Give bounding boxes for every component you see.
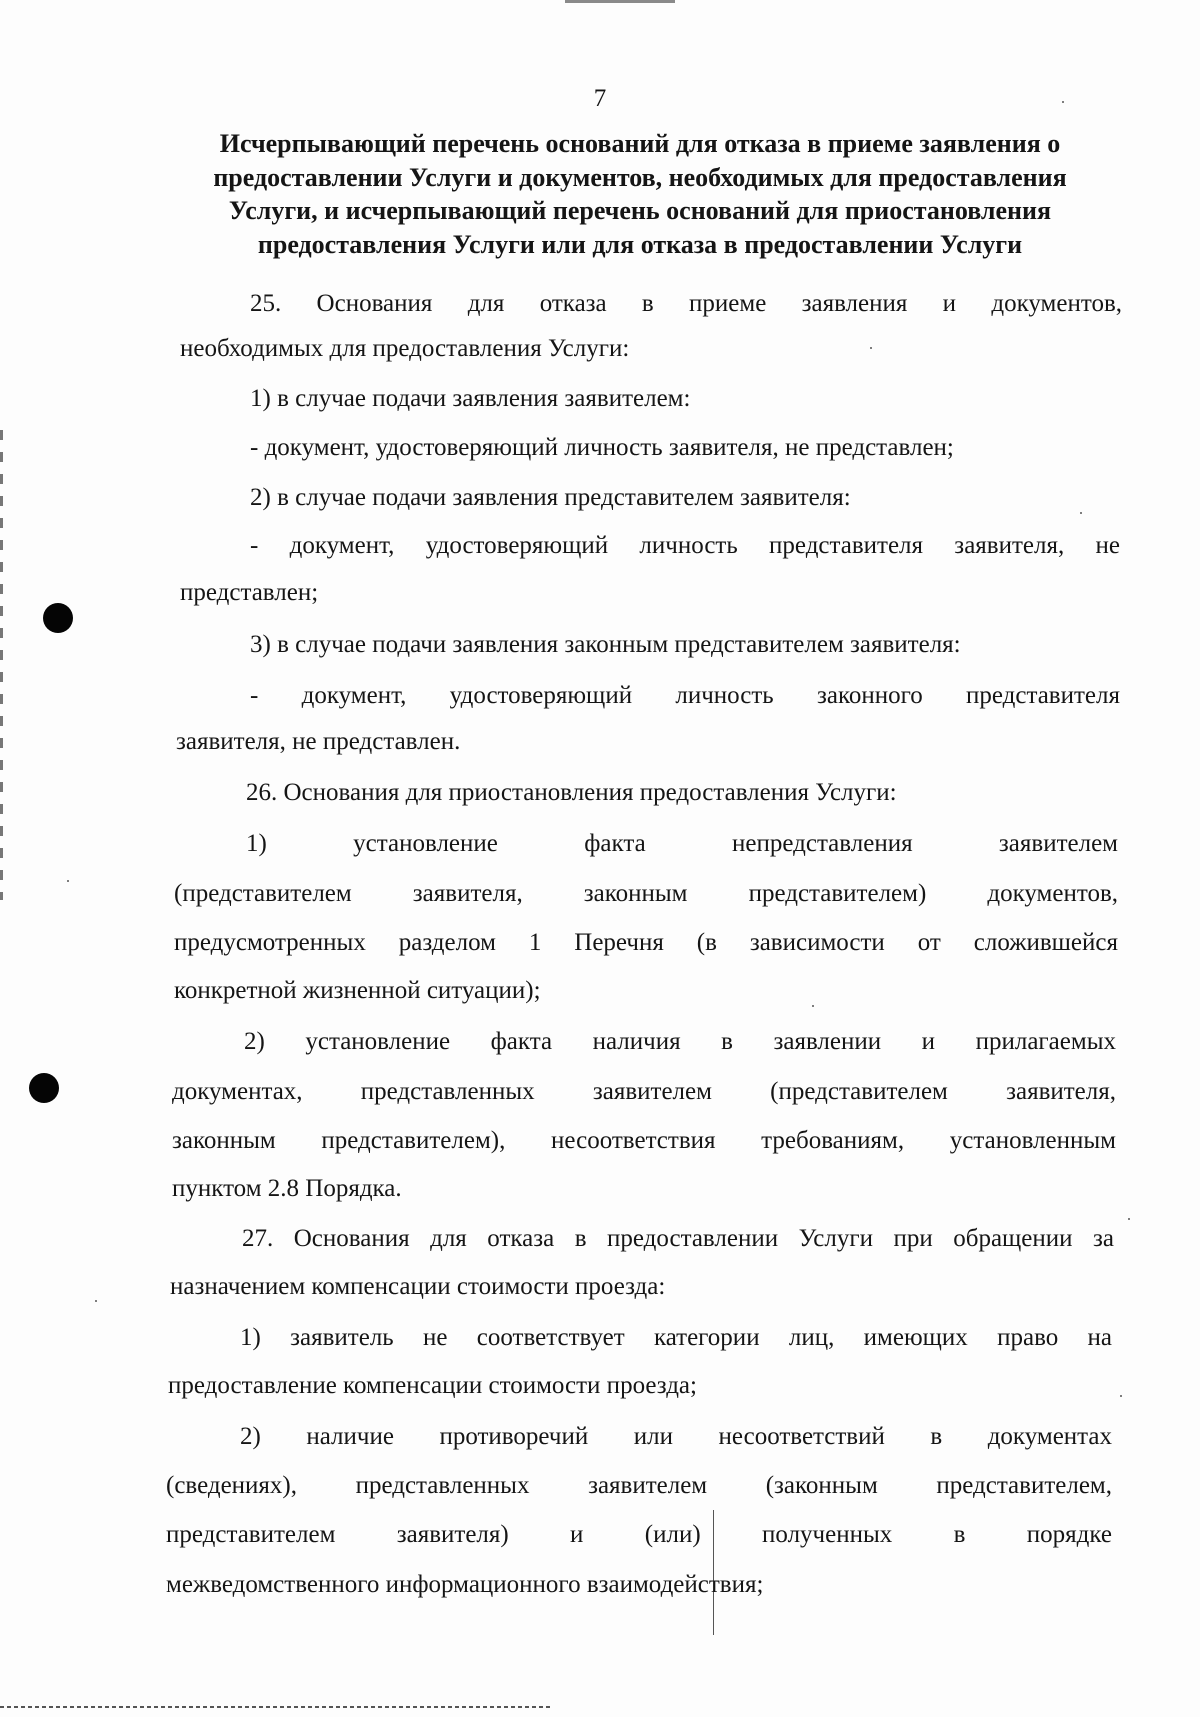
text-line: (представителем заявителя, законным представителем) документов, <box>174 880 1118 907</box>
text-line: - документ, удостоверяющий личность заявителя, не представлен; <box>250 434 954 461</box>
scan-speck <box>1128 1218 1130 1220</box>
text-line: предоставление компенсации стоимости проезда; <box>168 1372 697 1399</box>
scan-speck <box>1080 512 1082 514</box>
text-line: предусмотренных разделом 1 Перечня (в зависимости от сложившейся <box>174 929 1118 956</box>
punch-hole-mark <box>29 1073 59 1103</box>
text-line: необходимых для предоставления Услуги: <box>180 335 630 362</box>
scan-speck <box>812 1005 814 1007</box>
text-line: пунктом 2.8 Порядка. <box>172 1175 402 1202</box>
text-line: заявителя, не представлен. <box>176 728 461 755</box>
text-line: 1) в случае подачи заявления заявителем: <box>250 385 691 412</box>
section-heading: Исчерпывающий перечень оснований для отказа в приеме заявления о предоставлении Услуги и документов, необходимых для предоставления Услуги, и исчерпывающий перечень оснований для приостановления предоставления Услуги или для отказа в предоставлении Услуги <box>213 129 1067 259</box>
text-line: представителем заявителя) и (или) полученных в порядке <box>166 1521 1112 1548</box>
scan-speck <box>1120 1395 1122 1397</box>
punch-hole-mark <box>43 603 73 633</box>
scan-speck <box>870 347 872 349</box>
text-line: 3) в случае подачи заявления законным представителем заявителя: <box>250 631 961 658</box>
scan-speck <box>67 880 69 882</box>
text-line: документах, представленных заявителем (представителем заявителя, <box>172 1078 1116 1105</box>
scan-artifact-top <box>565 0 675 3</box>
text-line: конкретной жизненной ситуации); <box>174 977 541 1004</box>
page-number: 7 <box>593 85 607 112</box>
text-line: 2) в случае подачи заявления представителем заявителя: <box>250 484 851 511</box>
text-line: - документ, удостоверяющий личность представителя заявителя, не <box>250 532 1120 559</box>
text-line: 26. Основания для приостановления предоставления Услуги: <box>246 779 897 806</box>
text-line: 2) наличие противоречий или несоответствий в документах <box>240 1423 1112 1450</box>
text-line: 25. Основания для отказа в приеме заявления и документов, <box>250 290 1122 317</box>
text-line: - документ, удостоверяющий личность законного представителя <box>250 682 1120 709</box>
text-line: законным представителем), несоответствия требованиям, установленным <box>172 1127 1116 1154</box>
scan-speck <box>95 1300 97 1302</box>
text-line: 1) установление факта непредставления заявителем <box>246 830 1118 857</box>
text-line: (сведениях), представленных заявителем (законным представителем, <box>166 1472 1112 1499</box>
text-line: 1) заявитель не соответствует категории лиц, имеющих право на <box>240 1324 1112 1351</box>
text-line: 2) установление факта наличия в заявлении и прилагаемых <box>244 1028 1116 1055</box>
scan-artifact-bottom <box>0 1706 550 1708</box>
text-line: межведомственного информационного взаимодействия; <box>166 1571 764 1598</box>
text-line: 27. Основания для отказа в предоставлении Услуги при обращении за <box>242 1225 1114 1252</box>
scan-artifact-left <box>0 430 3 900</box>
text-line: назначением компенсации стоимости проезда: <box>170 1273 666 1300</box>
text-line: представлен; <box>180 579 319 606</box>
